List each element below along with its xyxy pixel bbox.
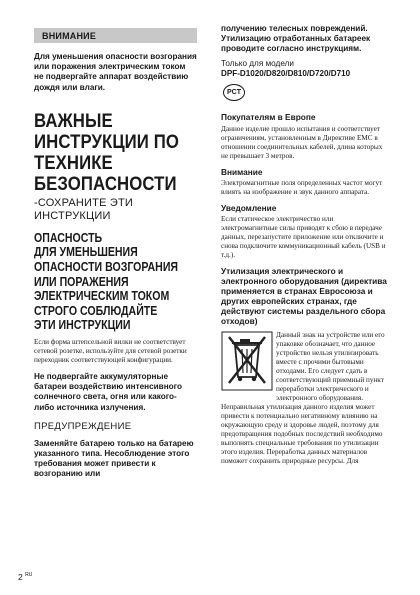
danger-line-1: ОПАСНОСТЬ xyxy=(34,230,103,245)
danger-line-7: ЭТИ ИНСТРУКЦИИ xyxy=(34,318,131,333)
right-column xyxy=(221,24,389,466)
europe-heading: Покупателям в Европе xyxy=(221,111,316,122)
battery-heat-warning: Не подвергайте аккумуляторные батареи воздействию интенсивного солнечного света, огня или какого-либо источника излучения. xyxy=(34,371,182,412)
title-line-3: ТЕХНИКЕ xyxy=(34,151,113,174)
page-number xyxy=(18,572,32,582)
main-title xyxy=(34,111,197,195)
danger-line-6: СТРОГО СОБЛЮДАЙТЕ xyxy=(34,303,158,318)
title-line-4: БЕЗОПАСНОСТИ xyxy=(34,172,177,195)
title-line-2: ИНСТРУКЦИИ ПО xyxy=(34,130,179,153)
danger-line-3: ОПАСНОСТИ ВОЗГОРАНИЯ xyxy=(34,260,179,274)
battery-continuation: получению телесных повреждений. Утилизацию отработанных батареек проводите согласно инструкциям. xyxy=(221,24,371,54)
attention-text: Электромагнитные поля определенных частот могут влиять на изображение и звук данного аппарата. xyxy=(221,178,383,196)
notice-heading: Уведомление xyxy=(221,202,277,213)
warning-intro: Для уменьшения опасности возгорания или поражения электрическим током не подвергайте аппарат воздействию дождя или влаги. xyxy=(34,52,197,92)
certification-mark: PCT xyxy=(223,84,245,101)
disposal-text-1: Данный знак на устройстве или его упаковке обозначает, что данное устройство нельзя утилизировать вместе с прочими бытовыми отходами. Его следует сдать в соответствующий приемный пункт переработки электрического и электронного оборудования. xyxy=(276,330,385,402)
left-column xyxy=(34,28,197,480)
disposal-section xyxy=(221,331,389,403)
disposal-text-2: Неправильная утилизация данного изделия может привести к потенциально негативному влиянию на окружающую среду и здоровье людей, поэтому для предотвращения подобных последствий необходимо выполнять специальные требования по утилизации этого изделия. Переработка данных материалов поможет сохранить природные ресурсы. Для xyxy=(221,402,383,465)
danger-block xyxy=(34,231,197,333)
danger-line-4: ИЛИ ПОРАЖЕНИЯ xyxy=(34,274,129,289)
language-code: RU xyxy=(25,572,33,578)
disposal-heading: Утилизация электрического и электронного оборудования (директива применяется в странах Евросоюза и других европейских странах, где действуют системы раздельного сбора отходов) xyxy=(221,265,387,326)
danger-line-5: ЭЛЕКТРИЧЕСКИМ ТОКОМ xyxy=(34,289,170,304)
crossed-bin-icon xyxy=(221,331,273,391)
plug-note: Если форма штепсельной вилки не соответствует сетевой розетке, используйте для сетевой розетки переходник соответствующей конфигурации. xyxy=(34,337,187,364)
notice-text: Если статическое электричество или электромагнитные силы приводят к сбою в передаче данных, перезапустите приложение или отключите и снова подключите коммуникационный кабель (USB и т.д.). xyxy=(221,214,386,259)
battery-replace-warning: Заменяйте батарею только на батарею указанного типа. Несоблюдение этого требования может привести к возгоранию или xyxy=(34,438,194,479)
warning-banner: ВНИМАНИЕ xyxy=(34,28,197,43)
warning-heading: ПРЕДУПРЕЖДЕНИЕ xyxy=(34,420,132,432)
model-list: DPF-D1020/D820/D810/D720/D710 xyxy=(221,68,351,78)
model-intro: Только для модели xyxy=(221,58,294,68)
attention-heading: Внимание xyxy=(221,166,263,177)
europe-text: Данное изделие прошло испытания и соответствует ограничениям, установленным в Директиве EMC в отношении соединительных кабелей, длина которых не превышает 3 метров. xyxy=(221,124,383,160)
danger-line-2: ДЛЯ УМЕНЬШЕНИЯ xyxy=(34,245,138,260)
page-number-value: 2 xyxy=(18,572,23,582)
title-subtitle: -СОХРАНИТЕ ЭТИ ИНСТРУКЦИИ xyxy=(34,196,133,222)
title-line-1: ВАЖНЫЕ xyxy=(34,109,113,132)
